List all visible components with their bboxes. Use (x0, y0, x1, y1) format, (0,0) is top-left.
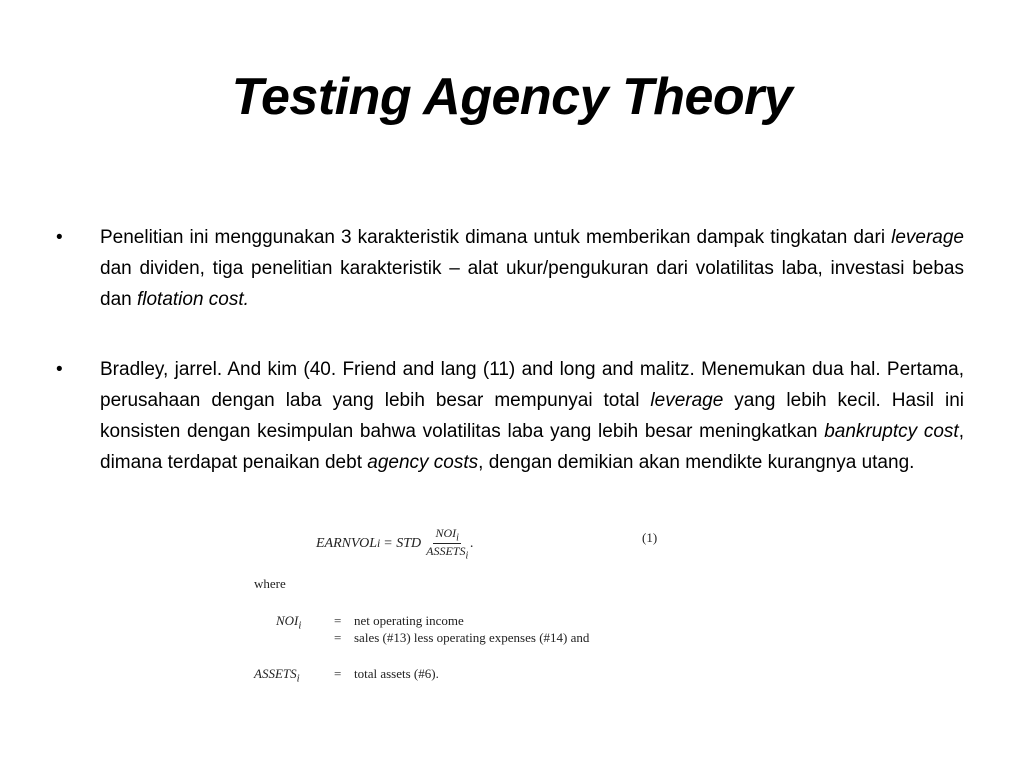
equation-trailing: . (470, 535, 474, 551)
definition-row (276, 613, 464, 632)
term-text: NOI (276, 613, 299, 628)
definition-equals: = (334, 613, 342, 628)
definition-equals: = (334, 666, 342, 681)
definition-text: sales (#13) less operating expenses (#14) and (354, 630, 590, 645)
bullet-marker: • (56, 359, 63, 380)
bullet-text: Penelitian ini menggunakan 3 karakteristik dimana untuk memberikan dampak tingkatan dari (100, 227, 892, 248)
denominator-subscript: i (465, 550, 469, 562)
equation-lhs-subscript: i (377, 537, 381, 551)
fraction-denominator (426, 544, 468, 561)
definition-term (254, 666, 334, 685)
bullet-emphasis: bankruptcy cost (824, 421, 959, 442)
bullet-emphasis: flotation cost. (136, 289, 249, 310)
numerator-subscript: i (456, 532, 459, 544)
equation-operator: = STD (383, 535, 422, 551)
equation-number: (1) (642, 530, 658, 545)
definition-text: total assets (#6). (354, 666, 439, 681)
bullet-text: , dimana terdapat penaikan debt (100, 421, 964, 473)
bullet-marker: • (56, 227, 63, 248)
term-subscript: i (296, 672, 300, 685)
formula-image (250, 520, 690, 690)
fraction-numerator (433, 526, 460, 544)
numerator-text: NOI (435, 526, 457, 540)
where-label: where (254, 576, 286, 591)
definition-row (254, 666, 439, 685)
term-subscript: i (298, 619, 302, 632)
denominator-text: ASSETS (426, 544, 466, 559)
equation (316, 526, 474, 562)
definition-term (276, 613, 334, 632)
definition-term (276, 630, 334, 646)
definition-text: net operating income (354, 613, 464, 628)
bullet-text: dan dividen, tiga penelitian karakteristik – alat ukur/pengukuran dari volatilitas laba, investasi bebas dan (100, 258, 964, 310)
equation-fraction (426, 526, 468, 562)
bullet-text: , dengan demikian akan mendikte kurangnya utang. (478, 452, 915, 473)
term-text: ASSETS (254, 666, 297, 681)
bullet-item (56, 222, 964, 315)
slide-title: Testing Agency Theory (231, 68, 793, 126)
bullet-text: Bradley, jarrel. And kim (40. Friend and lang (11) and long and malitz. Menemukan dua hal. Pertama, perusahaan dengan laba yang lebih besar mempunyai total (100, 359, 964, 411)
bullet-text: yang lebih kecil. Hasil ini konsisten dengan kesimpulan bahwa volatilitas laba yang lebih besar meningkatkan (100, 390, 964, 442)
bullet-emphasis: agency costs (367, 452, 479, 473)
definition-row (276, 630, 589, 646)
definition-equals: = (334, 630, 342, 645)
slide-body (56, 222, 964, 517)
bullet-emphasis: leverage (650, 390, 724, 411)
bullet-emphasis: leverage (891, 227, 964, 248)
equation-lhs: EARNVOL (316, 535, 378, 551)
bullet-item (56, 354, 964, 478)
